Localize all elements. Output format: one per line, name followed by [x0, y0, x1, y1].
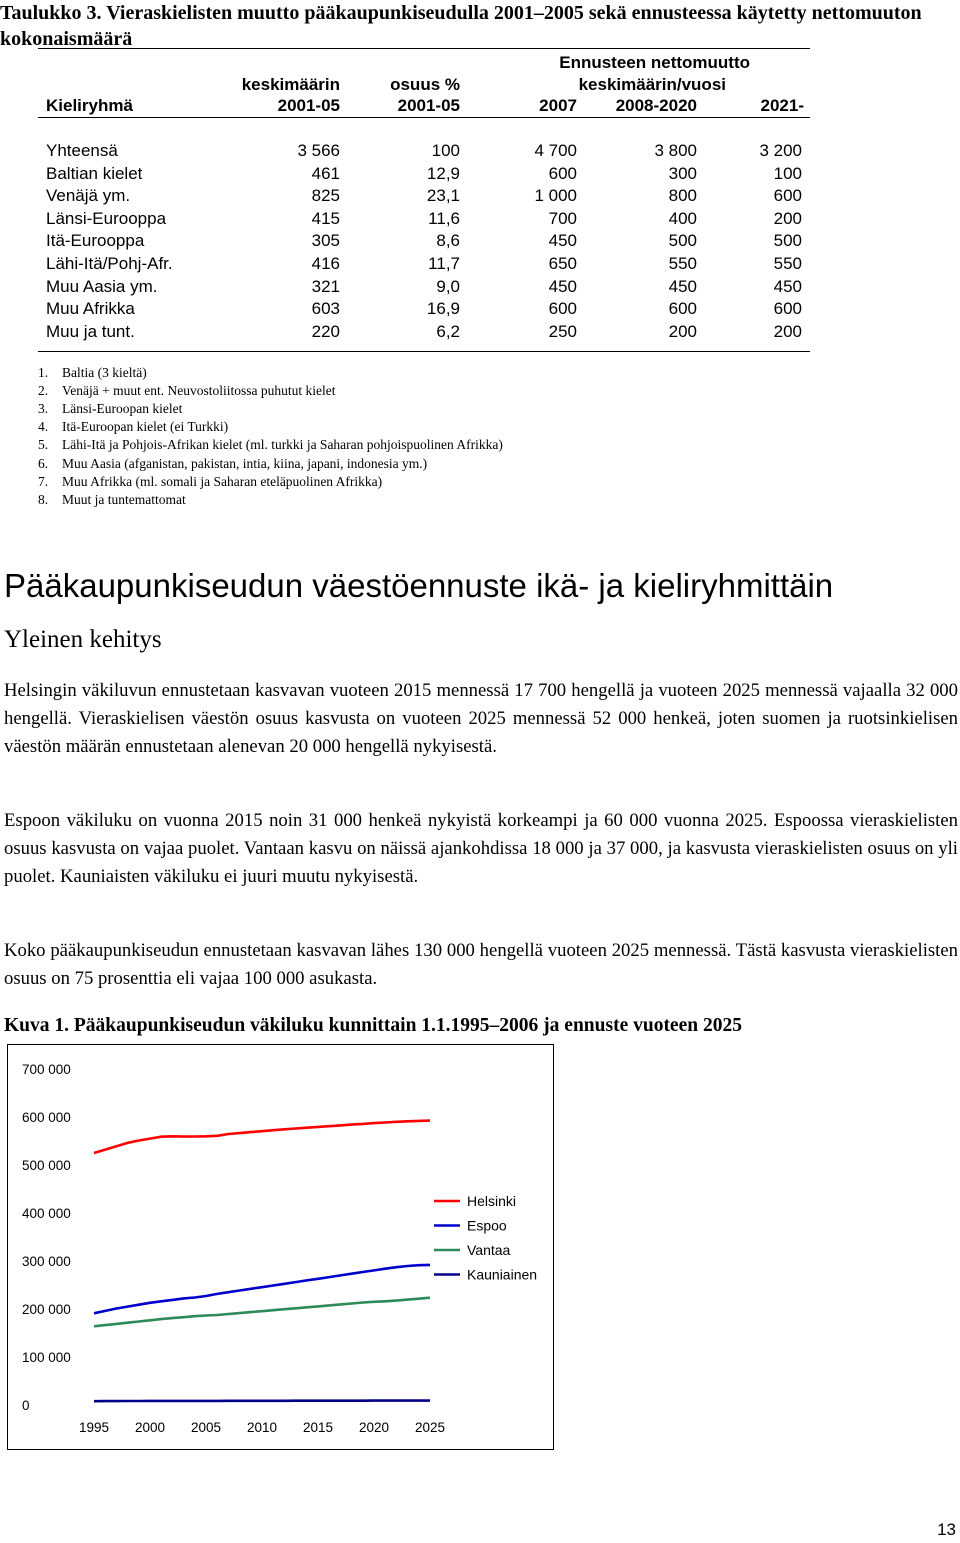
- y-tick-label: 700 000: [22, 1062, 71, 1077]
- x-tick-label: 2025: [414, 1420, 446, 1435]
- footnote-number: 2.: [38, 383, 49, 399]
- cell-forecast-2008-2020: 400: [668, 208, 697, 228]
- series-line-espoo: [94, 1265, 430, 1313]
- footnote-text: Venäjä + muut ent. Neuvostoliitossa puhutut kielet: [62, 383, 336, 399]
- cell-forecast-2008-2020: 300: [668, 163, 697, 183]
- cell-forecast-2021: 3 200: [759, 141, 802, 160]
- table-caption: Taulukko 3. Vieraskielisten muutto pääkaupunkiseudulla 2001–2005 sekä ennusteessa käytetty nettomuuton kokonaismäärä: [0, 2, 922, 50]
- table-row: [46, 162, 806, 185]
- footnote-text: Muu Aasia (afganistan, pakistan, intia, kiina, japani, indonesia ym.): [62, 455, 428, 471]
- cell-forecast-2007: 450: [548, 231, 577, 251]
- table-header-rule: [38, 117, 810, 118]
- table-bottom-rule: [38, 351, 810, 352]
- series-line-vantaa: [94, 1298, 430, 1327]
- section-heading: Pääkaupunkiseudun väestöennuste ikä- ja kieliryhmittäin: [4, 567, 834, 604]
- footnote: [38, 473, 382, 491]
- cell-forecast-2007: 650: [548, 254, 577, 273]
- cell-average-2001-05: 415: [311, 208, 340, 228]
- cell-share-2001-05: 23,1: [426, 186, 460, 206]
- table-row: [46, 229, 806, 252]
- footnote: [38, 382, 335, 400]
- paragraph-capital-region: Koko pääkaupunkiseudun ennustetaan kasvavan lähes 130 000 hengellä vuoteen 2025 mennessä. Tästä kasvusta vieraskielisten osuus on 75 prosenttia eli vajaa 100 000 asukasta.: [4, 940, 958, 989]
- cell-forecast-2008-2020: 600: [668, 299, 697, 319]
- cell-average-2001-05: 825: [311, 186, 340, 206]
- table-row: [46, 184, 806, 207]
- cell-forecast-2021: 500: [773, 231, 802, 251]
- cell-forecast-2007: 4 700: [534, 141, 577, 160]
- header-col-2008-2020: 2008-2020: [615, 96, 697, 115]
- table-row: [46, 297, 806, 320]
- footnote: [38, 418, 228, 436]
- footnote-number: 4.: [38, 419, 49, 435]
- x-tick-label: 2000: [134, 1420, 166, 1435]
- cell-share-2001-05: 11,6: [428, 208, 460, 228]
- cell-forecast-2008-2020: 450: [668, 276, 697, 296]
- cell-average-2001-05: 305: [311, 231, 340, 251]
- footnote: [38, 455, 427, 473]
- footnote-number: 7.: [38, 473, 49, 489]
- footnote-number: 5.: [38, 437, 49, 453]
- header-col-average-line2: 2001-05: [277, 96, 340, 115]
- cell-forecast-2007: 450: [548, 276, 577, 296]
- cell-language-group: Länsi-Eurooppa: [46, 208, 167, 228]
- table-row: [46, 320, 806, 343]
- footnote: [38, 364, 147, 382]
- footnote-text: Itä-Euroopan kielet (ei Turkki): [62, 419, 229, 435]
- paragraph-espoo-vantaa: Espoon väkiluku on vuonna 2015 noin 31 000 henkeä nykyistä korkeampi ja 60 000 vuonna 2025. Espoossa vieraskielisten osuus kasvusta on vajaa puolet. Vantaan kasvu on näissä ajankohdissa 18 000 ja 37 000, ja kasvusta vieraskielisten osuus on yli puolet. Kauniaisten väkiluku ei juuri muutu nykyisestä.: [4, 810, 958, 887]
- footnote-number: 8.: [38, 491, 49, 507]
- cell-forecast-2008-2020: 200: [668, 321, 697, 341]
- cell-average-2001-05: 3 566: [297, 141, 340, 160]
- x-tick-label: 1995: [78, 1420, 110, 1435]
- footnote: [38, 436, 503, 454]
- x-tick-label: 2005: [190, 1420, 222, 1435]
- y-tick-label: 100 000: [22, 1350, 71, 1365]
- page-number: 13: [937, 1520, 956, 1539]
- header-col-language-group: Kieliryhmä: [46, 96, 133, 115]
- cell-forecast-2008-2020: 3 800: [654, 141, 697, 160]
- table-row: [46, 207, 806, 230]
- cell-language-group: Itä-Eurooppa: [46, 231, 145, 251]
- legend-label-espoo: Espoo: [467, 1217, 507, 1234]
- series-line-helsinki: [94, 1121, 430, 1153]
- cell-language-group: Baltian kielet: [46, 163, 143, 183]
- population-chart: [7, 1044, 554, 1450]
- table-row: [46, 275, 806, 298]
- cell-share-2001-05: 9,0: [436, 276, 460, 296]
- header-col-average-line1: keskimäärin: [241, 75, 340, 94]
- cell-average-2001-05: 321: [311, 276, 340, 296]
- footnote: [38, 491, 186, 509]
- table-row: [46, 252, 806, 275]
- footnote-text: Lähi-Itä ja Pohjois-Afrikan kielet (ml. turkki ja Saharan pohjoispuolinen Afrikka): [62, 437, 503, 453]
- cell-forecast-2021: 100: [773, 163, 802, 183]
- cell-average-2001-05: 416: [311, 254, 340, 273]
- cell-share-2001-05: 8,6: [436, 231, 460, 251]
- header-col-2021: 2021-: [760, 96, 804, 115]
- cell-language-group: Muu ja tunt.: [46, 321, 135, 341]
- table-top-rule: [38, 48, 810, 49]
- cell-forecast-2021: 550: [773, 254, 802, 273]
- cell-forecast-2021: 450: [773, 276, 802, 296]
- cell-share-2001-05: 100: [431, 141, 460, 160]
- cell-forecast-2007: 250: [548, 321, 577, 341]
- cell-average-2001-05: 461: [311, 163, 340, 183]
- cell-forecast-2021: 600: [773, 299, 802, 319]
- cell-forecast-2007: 1 000: [534, 186, 577, 206]
- y-tick-label: 0: [22, 1398, 30, 1413]
- cell-forecast-2008-2020: 800: [668, 186, 697, 206]
- cell-language-group: Venäjä ym.: [46, 186, 131, 206]
- paragraph-helsinki: Helsingin väkiluvun ennustetaan kasvavan vuoteen 2015 mennessä 17 700 hengellä ja vuoteen 2025 mennessä vajaalla 32 000 hengellä. Vieraskielisen väestön osuus kasvusta on vuoteen 2025 mennessä 52 000 henkeä, joten suomen ja ruotsinkielisen väestön määrän ennustetaan alenevan 20 000 hengellä nykyisestä.: [4, 680, 958, 757]
- cell-language-group: Lähi-Itä/Pohj-Afr.: [46, 254, 173, 273]
- footnote-text: Muut ja tuntemattomat: [62, 491, 186, 507]
- footnote-number: 1.: [38, 365, 49, 380]
- cell-average-2001-05: 220: [311, 321, 340, 341]
- sub-heading: Yleinen kehitys: [4, 626, 162, 653]
- series-line-kauniainen: [94, 1401, 430, 1402]
- cell-forecast-2008-2020: 550: [668, 254, 697, 273]
- header-forecast-group-line2: keskimäärin/vuosi: [578, 75, 726, 94]
- cell-forecast-2021: 200: [773, 321, 802, 341]
- legend-label-helsinki: Helsinki: [467, 1193, 517, 1209]
- x-tick-label: 2010: [246, 1420, 278, 1435]
- cell-share-2001-05: 11,7: [428, 254, 460, 273]
- cell-language-group: Yhteensä: [46, 141, 118, 160]
- cell-share-2001-05: 16,9: [426, 299, 460, 319]
- header-col-2007: 2007: [539, 96, 577, 115]
- header-col-share-line1: osuus %: [390, 75, 460, 94]
- cell-forecast-2007: 600: [548, 163, 577, 183]
- cell-language-group: Muu Aasia ym.: [46, 276, 158, 296]
- cell-language-group: Muu Afrikka: [46, 299, 135, 319]
- y-tick-label: 500 000: [22, 1158, 71, 1173]
- y-tick-label: 200 000: [22, 1302, 71, 1317]
- legend-label-vantaa: Vantaa: [467, 1242, 511, 1258]
- table-row: [46, 139, 806, 162]
- y-tick-label: 400 000: [22, 1206, 71, 1221]
- footnote-text: Muu Afrikka (ml. somali ja Saharan eteläpuolinen Afrikka): [62, 473, 383, 489]
- cell-forecast-2007: 700: [548, 208, 577, 228]
- cell-average-2001-05: 603: [311, 299, 340, 319]
- cell-forecast-2021: 600: [773, 186, 802, 206]
- footnote-text: Länsi-Euroopan kielet: [62, 401, 183, 417]
- cell-forecast-2007: 600: [548, 299, 577, 319]
- cell-forecast-2008-2020: 500: [668, 231, 697, 251]
- figure-caption: Kuva 1. Pääkaupunkiseudun väkiluku kunnittain 1.1.1995–2006 ja ennuste vuoteen 2025: [4, 1015, 742, 1036]
- population-chart-svg: [8, 1045, 555, 1451]
- legend-label-kauniainen: Kauniainen: [467, 1266, 538, 1283]
- x-tick-label: 2020: [358, 1420, 390, 1435]
- footnote: [38, 400, 182, 418]
- header-col-share-line2: 2001-05: [397, 96, 460, 115]
- footnote-number: 3.: [38, 401, 49, 417]
- y-tick-label: 300 000: [22, 1254, 71, 1269]
- x-tick-label: 2015: [302, 1420, 334, 1435]
- y-tick-label: 600 000: [22, 1110, 71, 1125]
- cell-share-2001-05: 6,2: [436, 321, 460, 341]
- cell-forecast-2021: 200: [773, 208, 802, 228]
- header-forecast-group-line1: Ennusteen nettomuutto: [559, 53, 750, 72]
- footnote-number: 6.: [38, 455, 49, 471]
- cell-share-2001-05: 12,9: [426, 163, 460, 183]
- footnote-text: Baltia (3 kieltä): [62, 365, 147, 380]
